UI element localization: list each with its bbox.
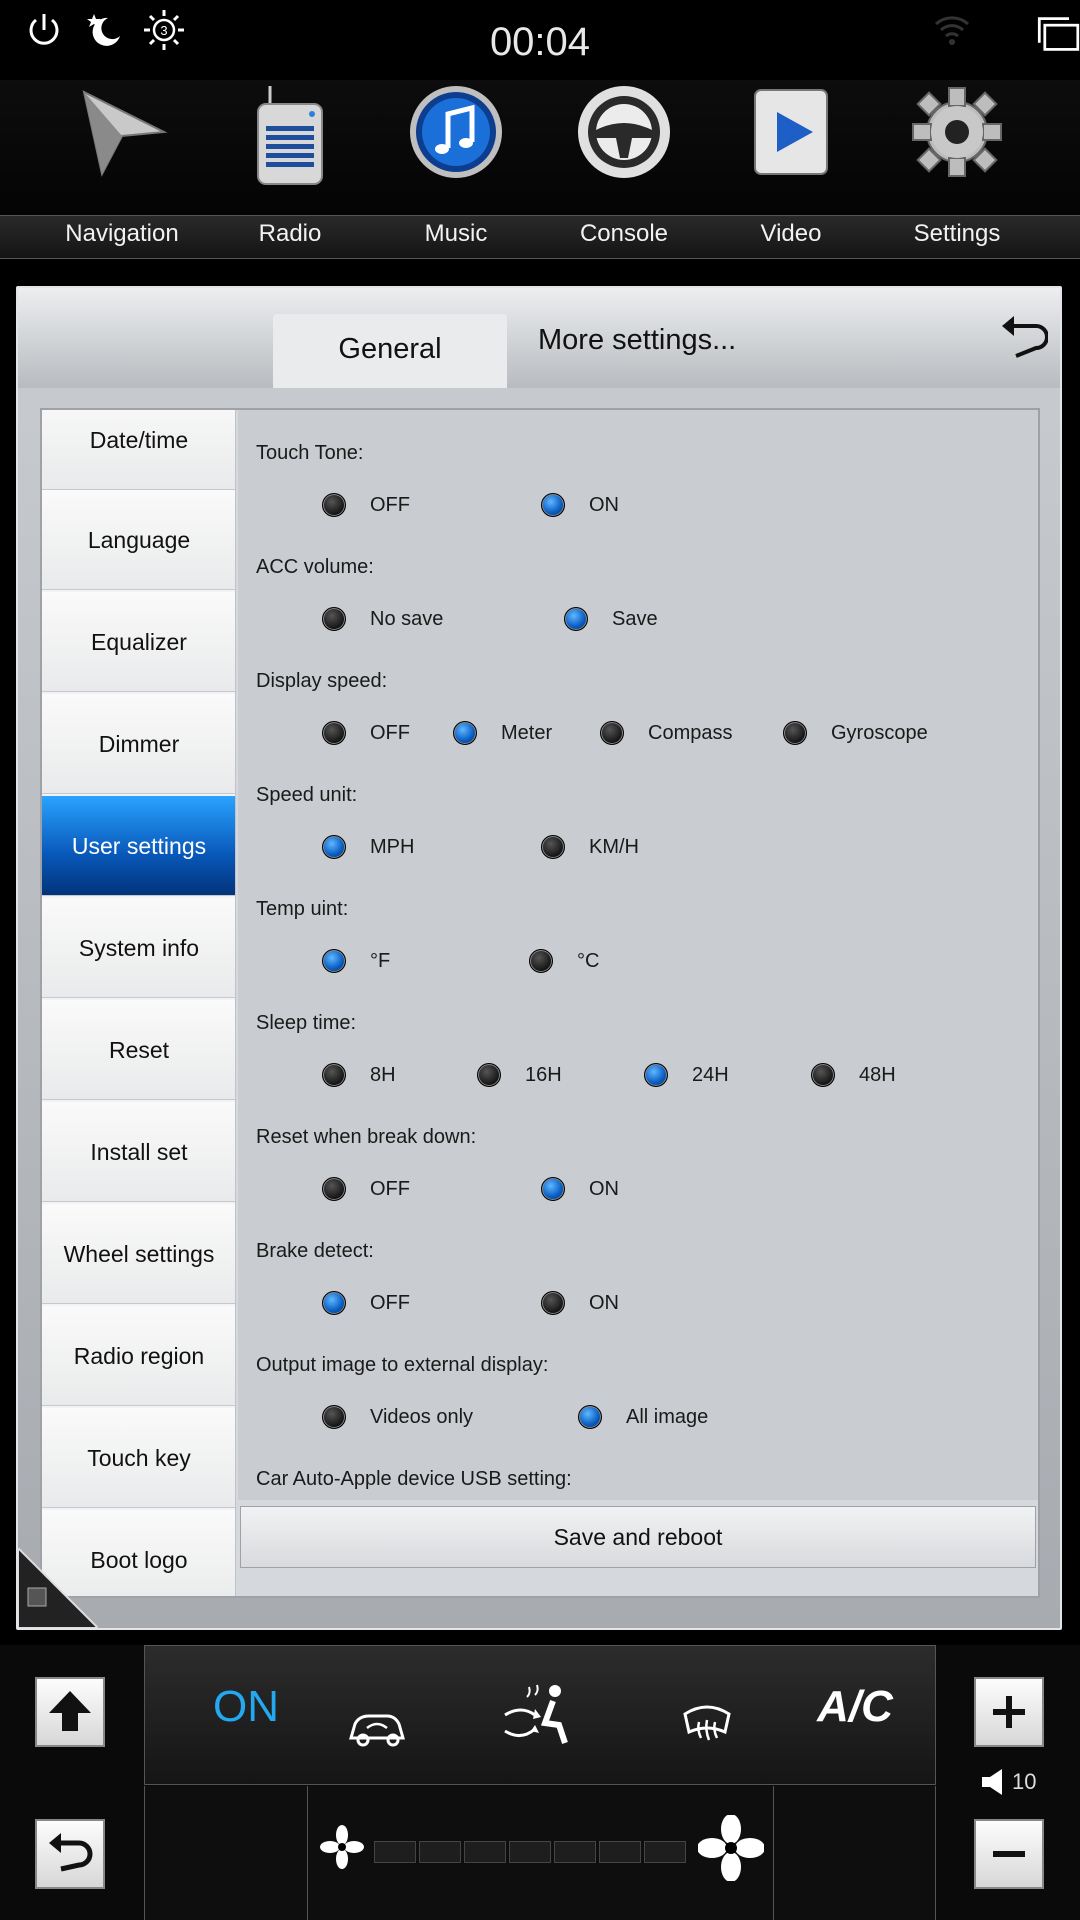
fan-speed-segment[interactable]: [419, 1841, 461, 1863]
radio-button[interactable]: [322, 607, 346, 631]
ac-button[interactable]: A/C: [817, 1682, 893, 1731]
music-note-icon: [406, 82, 506, 182]
app-label: Video: [760, 220, 822, 247]
fan-high-icon[interactable]: [698, 1815, 764, 1881]
up-arrow-button[interactable]: [35, 1677, 105, 1747]
radio-button[interactable]: [322, 1063, 346, 1087]
radio-button[interactable]: [541, 835, 565, 859]
airflow-seat-icon[interactable]: [495, 1676, 575, 1756]
setting-label-output-image: Output image to external display:: [256, 1354, 549, 1376]
tab-bar: [18, 288, 1060, 388]
tab-general[interactable]: General: [273, 314, 507, 388]
sidebar-item-wheel-settings[interactable]: Wheel settings: [42, 1204, 236, 1304]
volume-up-button[interactable]: [974, 1677, 1044, 1747]
steering-wheel-icon: [574, 82, 674, 182]
radio-button-selected[interactable]: [541, 493, 565, 517]
radio-button[interactable]: [541, 1291, 565, 1315]
climate-on-button[interactable]: ON: [213, 1682, 279, 1731]
app-music[interactable]: [372, 80, 540, 260]
volume-down-button[interactable]: [974, 1819, 1044, 1889]
radio-button[interactable]: [322, 1405, 346, 1429]
radio-button-selected[interactable]: [322, 835, 346, 859]
minus-icon: [976, 1821, 1042, 1887]
app-navigation[interactable]: [38, 80, 206, 260]
setting-label-temp-unit: Temp uint:: [256, 898, 349, 920]
svg-text:3: 3: [160, 23, 168, 38]
radio-button-selected[interactable]: [644, 1063, 668, 1087]
app-radio[interactable]: [206, 80, 374, 260]
sidebar-item-radio-region[interactable]: Radio region: [42, 1306, 236, 1406]
fan-speed-segment[interactable]: [509, 1841, 551, 1863]
climate-top-row: [144, 1645, 936, 1785]
setting-label-reset-break-down: Reset when break down:: [256, 1126, 477, 1148]
sidebar-item-system-info[interactable]: System info: [42, 898, 236, 998]
radio-button-selected[interactable]: [564, 607, 588, 631]
climate-control-bar: [0, 1645, 1080, 1920]
back-button[interactable]: [35, 1819, 105, 1889]
sidebar-item-touch-key[interactable]: Touch key: [42, 1408, 236, 1508]
radio-button-selected[interactable]: [322, 949, 346, 973]
setting-label-speed-unit: Speed unit:: [256, 784, 358, 806]
fan-speed-segment[interactable]: [374, 1841, 416, 1863]
app-launcher-bar: [0, 80, 1080, 270]
video-play-icon: [741, 82, 841, 182]
fan-speed-segment[interactable]: [599, 1841, 641, 1863]
setting-label-display-speed: Display speed:: [256, 670, 388, 692]
clock: 00:04: [489, 20, 591, 64]
fan-speed-segment[interactable]: [464, 1841, 506, 1863]
app-console[interactable]: [540, 80, 708, 260]
save-and-reboot-button[interactable]: Save and reboot: [240, 1506, 1036, 1568]
volume-level: 10: [1012, 1769, 1037, 1794]
sidebar-item-dimmer[interactable]: Dimmer: [42, 694, 236, 794]
speaker-icon: [980, 1767, 1008, 1797]
up-arrow-icon: [37, 1679, 103, 1745]
radio-button[interactable]: [600, 721, 624, 745]
gear-icon: [907, 82, 1007, 182]
radio-button[interactable]: [477, 1063, 501, 1087]
sidebar-item-reset[interactable]: Reset: [42, 1000, 236, 1100]
radio-button[interactable]: [783, 721, 807, 745]
settings-sidebar: [42, 410, 236, 1596]
app-settings[interactable]: [873, 80, 1041, 260]
radio-button[interactable]: [529, 949, 553, 973]
sidebar-item-language[interactable]: Language: [42, 490, 236, 590]
divider: [307, 1786, 308, 1920]
recent-apps-icon[interactable]: [1036, 12, 1080, 56]
setting-label-acc-volume: ACC volume:: [256, 556, 374, 578]
app-video[interactable]: [707, 80, 875, 260]
fan-speed-segment[interactable]: [554, 1841, 596, 1863]
sidebar-item-date-time[interactable]: Date/time: [42, 410, 236, 490]
content-frame: [40, 408, 1040, 1598]
back-arrow-icon: [37, 1821, 103, 1887]
radio-button[interactable]: [322, 1177, 346, 1201]
plus-icon: [976, 1679, 1042, 1745]
radio-icon: [240, 82, 340, 192]
tab-more-settings[interactable]: More settings...: [538, 324, 737, 356]
navigation-arrow-icon: [72, 82, 172, 182]
fan-low-icon[interactable]: [320, 1825, 364, 1869]
sidebar-item-install-set[interactable]: Install set: [42, 1102, 236, 1202]
wifi-icon: [930, 8, 974, 52]
settings-panel: [16, 286, 1062, 1630]
app-label: Settings: [913, 220, 1001, 247]
radio-button-selected[interactable]: [541, 1177, 565, 1201]
setting-label-usb-setting: Car Auto-Apple device USB setting:: [256, 1468, 572, 1490]
app-label: Console: [579, 220, 669, 247]
radio-button[interactable]: [322, 493, 346, 517]
app-label: Music: [424, 220, 488, 247]
divider: [773, 1786, 774, 1920]
page-corner-icon: [18, 1548, 98, 1628]
user-settings-list: Touch Tone: OFF ON ACC volume: No save Save Display speed: OFF Meter Compass Gyroscope Speed unit: MPH KM/H Temp uint: °F °C Sleep time: 8H 16H 24H 48H Reset when break down: OFF ON Brake detect: OFF ON Output image to external display: Videos only All image Car Auto-Apple device USB setting:: [238, 410, 1038, 1500]
sidebar-item-boot-logo[interactable]: Boot logo: [42, 1510, 236, 1596]
sidebar-item-user-settings[interactable]: User settings: [42, 796, 236, 896]
radio-button[interactable]: [811, 1063, 835, 1087]
rear-defrost-icon[interactable]: [677, 1684, 737, 1764]
radio-button-selected[interactable]: [453, 721, 477, 745]
setting-label-brake-detect: Brake detect:: [256, 1240, 374, 1262]
fan-speed-segment[interactable]: [644, 1841, 686, 1863]
setting-label-sleep-time: Sleep time:: [256, 1012, 357, 1034]
status-bar: [0, 0, 1080, 80]
back-arrow-icon[interactable]: [998, 312, 1048, 362]
radio-button-selected[interactable]: [578, 1405, 602, 1429]
sidebar-item-equalizer[interactable]: Equalizer: [42, 592, 236, 692]
app-label: Navigation: [65, 220, 179, 247]
radio-button-selected[interactable]: [322, 1291, 346, 1315]
setting-label-touch-tone: Touch Tone:: [256, 442, 364, 464]
radio-button[interactable]: [322, 721, 346, 745]
app-label: Radio: [258, 220, 322, 247]
recirculation-icon[interactable]: [345, 1688, 409, 1768]
